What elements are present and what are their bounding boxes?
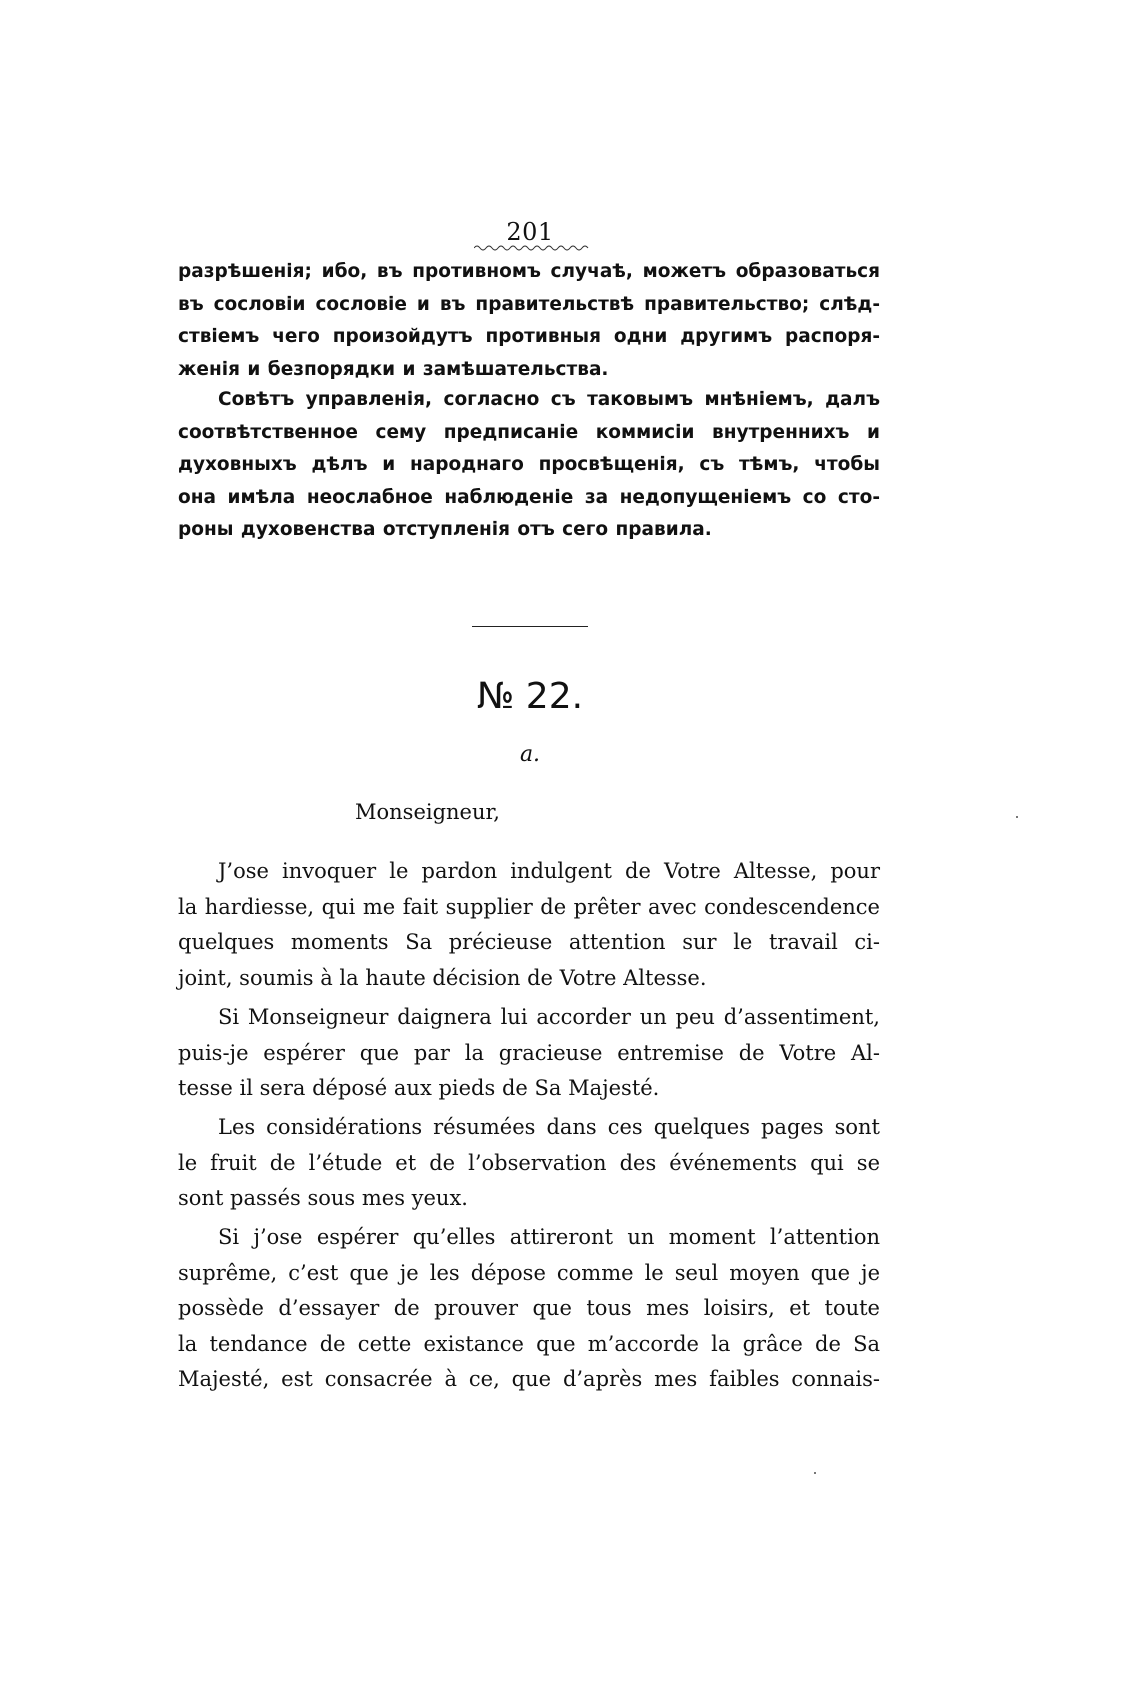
text-line: Majesté, est consacrée à ce, que d’après mes faibles connais- bbox=[178, 1367, 880, 1391]
text-line: Si Monseigneur daignera lui accorder un peu d’assentiment, bbox=[218, 1005, 880, 1029]
text-line: въ сословіи сословіе и въ правительствѣ правительство; слѣд- bbox=[178, 293, 880, 315]
text-line: духовныхъ дѣлъ и народнаго просвѣщенія, съ тѣмъ, чтобы bbox=[178, 454, 880, 475]
salutation: Monseigneur, bbox=[355, 800, 500, 824]
text-line: possède d’essayer de prouver que tous mes loisirs, et toute bbox=[178, 1296, 880, 1320]
french-paragraph-2 bbox=[178, 1000, 880, 1107]
text-line: la tendance de cette existance que m’accorde la grâce de Sa bbox=[178, 1331, 880, 1356]
russian-paragraph-2 bbox=[178, 384, 880, 547]
scan-speck bbox=[1016, 816, 1018, 818]
page-number: 201 bbox=[506, 218, 554, 246]
text-line: роны духовенства отступленія отъ сего правила. bbox=[178, 519, 712, 540]
russian-paragraph-1 bbox=[178, 256, 880, 386]
document-number: № 22. bbox=[476, 676, 584, 717]
french-paragraph-3 bbox=[178, 1110, 880, 1217]
text-line: puis-je espérer que par la gracieuse entremise de Votre Al- bbox=[178, 1040, 880, 1065]
scan-speck bbox=[814, 1472, 816, 1474]
subsection-letter: a. bbox=[519, 742, 541, 767]
text-line: Совѣтъ управленія, согласно съ таковымъ мнѣніемъ, далъ bbox=[218, 389, 880, 410]
text-line: женія и безпорядки и замѣшательства. bbox=[178, 358, 609, 380]
wavy-ornament-icon bbox=[474, 244, 590, 252]
text-line: le fruit de l’étude et de l’observation des événements qui se bbox=[178, 1150, 880, 1175]
section-divider bbox=[472, 626, 588, 627]
french-paragraph-4 bbox=[178, 1220, 880, 1398]
text-line: quelques moments Sa précieuse attention sur le travail ci- bbox=[178, 930, 880, 954]
text-line: suprême, c’est que je les dépose comme le seul moyen que je bbox=[178, 1260, 880, 1285]
text-line: она имѣла неослабное наблюденіе за недопущеніемъ со сто- bbox=[178, 486, 880, 508]
text-line: joint, soumis à la haute décision de Votre Altesse. bbox=[178, 965, 707, 990]
text-line: tesse il sera déposé aux pieds de Sa Majesté. bbox=[178, 1076, 660, 1100]
text-line: соотвѣтственное сему предписаніе коммисіи внутреннихъ и bbox=[178, 421, 880, 443]
french-paragraph-1 bbox=[178, 854, 880, 996]
text-line: Les considérations résumées dans ces quelques pages sont bbox=[218, 1115, 880, 1139]
text-line: la hardiesse, qui me fait supplier de prêter avec condescendence bbox=[178, 894, 880, 919]
text-line: разрѣшенія; ибо, въ противномъ случаѣ, можетъ образоваться bbox=[178, 261, 880, 282]
text-line: sont passés sous mes yeux. bbox=[178, 1186, 468, 1210]
text-line: ствіемъ чего произойдутъ противныя одни другимъ распоря- bbox=[178, 326, 880, 347]
text-line: J’ose invoquer le pardon indulgent de Votre Altesse, pour bbox=[218, 859, 880, 883]
text-line: Si j’ose espérer qu’elles attireront un moment l’attention bbox=[218, 1225, 880, 1249]
